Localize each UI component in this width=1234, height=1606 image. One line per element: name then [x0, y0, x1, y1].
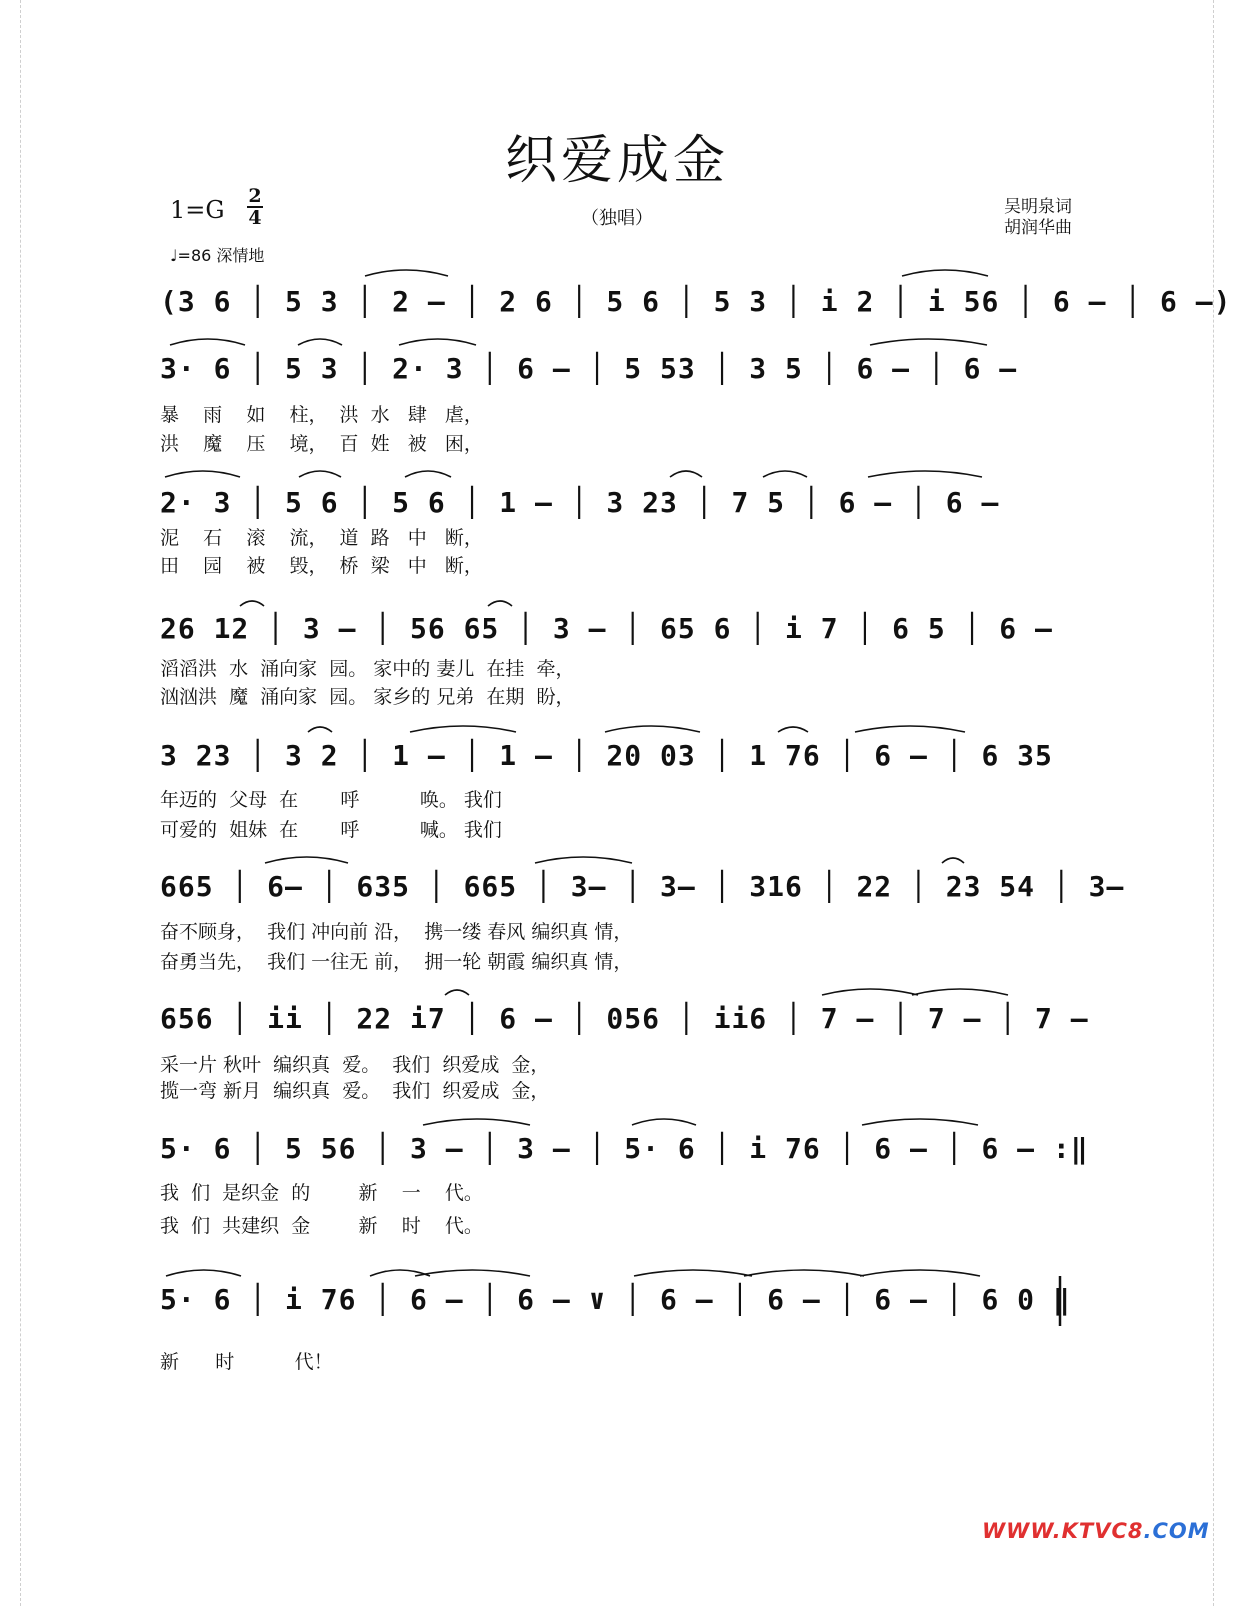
slur: [488, 601, 512, 606]
lyric-line-4a: 滔滔洪 水 涌向家 园。 家中的 妻儿 在挂 牵，: [160, 658, 575, 680]
slur: [670, 471, 702, 477]
notation-line-1: (3 6 │ 5 3 │ 2 – │ 2 6 │ 5 6 │ 5 3 │ i 2 │ i 56 │ 6 – │ 6 –): [160, 285, 1232, 318]
notation-line-9: 5· 6 │ i 76 │ 6 – │ 6 – ∨ │ 6 – │ 6 – │ 6 – │ 6 0 ‖: [160, 1283, 1071, 1316]
notation-line-3: 2· 3 │ 5 6 │ 5 6 │ 1 – │ 3 23 │ 7 5 │ 6 – │ 6 –: [160, 486, 1000, 519]
key-signature: 1=G: [170, 196, 225, 224]
slur: [855, 726, 965, 732]
slur: [405, 471, 451, 477]
slur: [535, 857, 632, 863]
slur: [240, 601, 264, 606]
slur: [902, 270, 988, 276]
slur: [365, 270, 448, 276]
slur: [423, 1119, 530, 1125]
slur: [165, 471, 240, 477]
lyric-line-3b: 田 园 被 毁， 桥 梁 中 断，: [160, 555, 483, 577]
lyric-line-5b: 可爱的 姐妹 在 呼 喊。 我们: [160, 819, 502, 841]
slur: [299, 471, 341, 477]
notation-line-8: 5· 6 │ 5 56 │ 3 – │ 3 – │ 5· 6 │ i 76 │ 6 – │ 6 – :‖: [160, 1132, 1089, 1165]
slur: [605, 726, 700, 732]
lyric-line-3a: 泥 石 滚 流， 道 路 中 断，: [160, 527, 483, 549]
slur: [298, 339, 342, 345]
right-watermark-strip: [1213, 0, 1234, 1606]
slur: [822, 989, 918, 995]
notation-line-2: 3· 6 │ 5 3 │ 2· 3 │ 6 – │ 5 53 │ 3 5 │ 6 – │ 6 –: [160, 352, 1018, 385]
lyric-line-8a: 我 们 是织金 的 新 一 代。: [160, 1182, 483, 1204]
slur: [399, 339, 476, 345]
slur: [170, 339, 245, 345]
lyric-line-8b: 我 们 共建织 金 新 时 代。: [160, 1215, 483, 1237]
lyric-line-9a: 新 时 代！: [160, 1351, 333, 1373]
slur: [778, 727, 808, 732]
performance-type: （独唱）: [581, 208, 653, 229]
slur: [763, 471, 807, 477]
lyric-line-6a: 奋不顾身， 我们 冲向前 沿， 携一缕 春风 编织真 情，: [160, 921, 633, 943]
lyric-line-7b: 揽一弯 新月 编织真 爱。 我们 织爱成 金，: [160, 1080, 550, 1102]
left-watermark-strip: [0, 0, 21, 1606]
notation-line-6: 665 │ 6– │ 635 │ 665 │ 3– │ 3– │ 316 │ 22 │ 23 54 │ 3–: [160, 870, 1125, 903]
lyric-line-5a: 年迈的 父母 在 呼 唤。 我们: [160, 789, 502, 811]
composer: 胡润华曲: [1004, 218, 1072, 238]
lyric-line-2b: 洪 魔 压 境， 百 姓 被 困，: [160, 433, 483, 455]
notation-line-4: 26 12 │ 3 – │ 56 65 │ 3 – │ 65 6 │ i 7 │ 6 5 │ 6 –: [160, 612, 1053, 645]
time-signature-bottom: 4: [248, 207, 262, 229]
slur: [634, 1270, 752, 1276]
tempo-marking: ♩=86 深情地: [170, 246, 265, 265]
slur: [415, 1270, 530, 1276]
lyric-line-7a: 采一片 秋叶 编织真 爱。 我们 织爱成 金，: [160, 1054, 550, 1076]
slur: [265, 857, 348, 863]
lyric-line-4b: 汹汹洪 魔 涌向家 园。 家乡的 兄弟 在期 盼，: [160, 686, 575, 708]
lyric-line-2a: 暴 雨 如 柱， 洪 水 肆 虐，: [160, 404, 483, 426]
slur: [410, 726, 516, 732]
slur: [862, 1119, 978, 1125]
slur: [744, 1270, 864, 1276]
slur: [870, 339, 987, 345]
lyric-line-6b: 奋勇当先， 我们 一往无 前， 拥一轮 朝霞 编织真 情，: [160, 951, 633, 973]
slur: [868, 471, 982, 477]
slur: [632, 1119, 696, 1125]
slur: [912, 989, 1008, 995]
slur: [308, 727, 332, 732]
slur: [942, 858, 964, 863]
website-watermark: WWW.KTVC8.COM: [982, 1519, 1210, 1543]
slur: [370, 1270, 430, 1276]
song-title: 织爱成金: [504, 131, 729, 191]
time-signature-top: 2: [248, 185, 262, 207]
notation-line-5: 3 23 │ 3 2 │ 1 – │ 1 – │ 20 03 │ 1 76 │ 6 – │ 6 35: [160, 739, 1053, 772]
credits: [1004, 197, 1072, 239]
slur: [166, 1270, 241, 1276]
lyricist: 吴明泉词: [1004, 197, 1072, 217]
slur: [860, 1270, 980, 1276]
slur: [445, 990, 469, 995]
notation-line-7: 656 │ ii │ 22 i7 │ 6 – │ 056 │ ii6 │ 7 – │ 7 – │ 7 –: [160, 1002, 1089, 1035]
